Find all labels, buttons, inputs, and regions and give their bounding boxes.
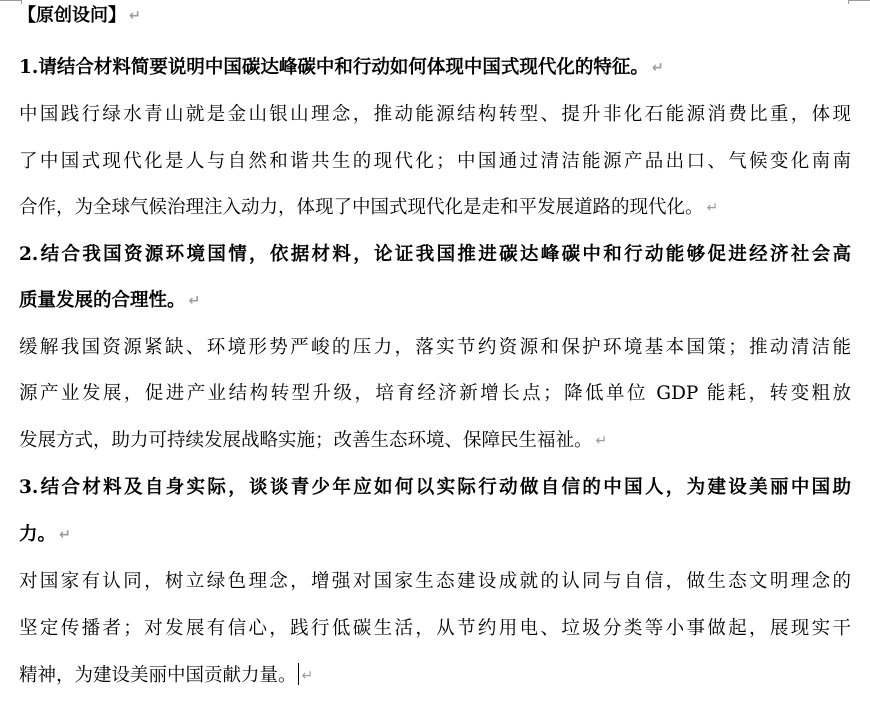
paragraph-mark-icon: ↵ (301, 668, 314, 684)
question-3-line-2: 力。 ↵ (19, 524, 71, 545)
paragraph-mark-icon: ↵ (129, 8, 141, 24)
paragraph-mark-icon: ↵ (706, 200, 719, 216)
page-corner-mark-left (0, 0, 22, 1)
answer-3-line-3: 精神，为建设美丽中国贡献力量。 ↵ (19, 665, 314, 686)
paragraph-mark-icon: ↵ (595, 433, 608, 449)
question-2-line-1: 2.结合我国资源环境国情，依据材料，论证我国推进碳达峰碳中和行动能够促进经济社会高 (19, 244, 851, 265)
question-1-line-1: 1.请结合材料简要说明中国碳达峰碳中和行动如何体现中国式现代化的特征。 ↵ (19, 57, 664, 78)
text-cursor[interactable] (298, 663, 299, 685)
page-corner-mark-right (848, 0, 870, 1)
answer-2-line-2: 源产业发展，促进产业结构转型升级，培育经济新增长点；降低单位 GDP 能耗，转变粗放 (19, 383, 851, 404)
answer-2-line-1: 缓解我国资源紧缺、环境形势严峻的压力，落实节约资源和保护环境基本国策；推动清洁能 (19, 337, 851, 358)
paragraph-mark-icon: ↵ (188, 293, 201, 309)
paragraph-mark-icon: ↵ (59, 527, 71, 543)
paragraph-mark-icon: ↵ (651, 60, 664, 76)
question-2-line-2: 质量发展的合理性。 ↵ (19, 290, 201, 311)
answer-3-line-2: 坚定传播者；对发展有信心，践行低碳生活，从节约用电、垃圾分类等小事做起，展现实干 (19, 618, 851, 639)
answer-1-line-3: 合作，为全球气候治理注入动力，体现了中国式现代化是走和平发展道路的现代化。 ↵ (19, 197, 719, 218)
answer-1-line-1: 中国践行绿水青山就是金山银山理念，推动能源结构转型、提升非化石能源消费比重，体现 (19, 104, 851, 125)
section-title: 【原创设问】 (18, 5, 126, 26)
answer-2-line-3: 发展方式，助力可持续发展战略实施；改善生态环境、保障民生福祉。 ↵ (19, 430, 608, 451)
answer-1-line-2: 了中国式现代化是人与自然和谐共生的现代化；中国通过清洁能源产品出口、气候变化南南 (19, 151, 851, 172)
section-title-line (18, 4, 850, 28)
answer-3-line-1: 对国家有认同，树立绿色理念，增强对国家生态建设成就的认同与自信，做生态文明理念的 (19, 571, 851, 592)
question-3-line-1: 3.结合材料及自身实际，谈谈青少年应如何以实际行动做自信的中国人，为建设美丽中国助 (19, 477, 851, 498)
